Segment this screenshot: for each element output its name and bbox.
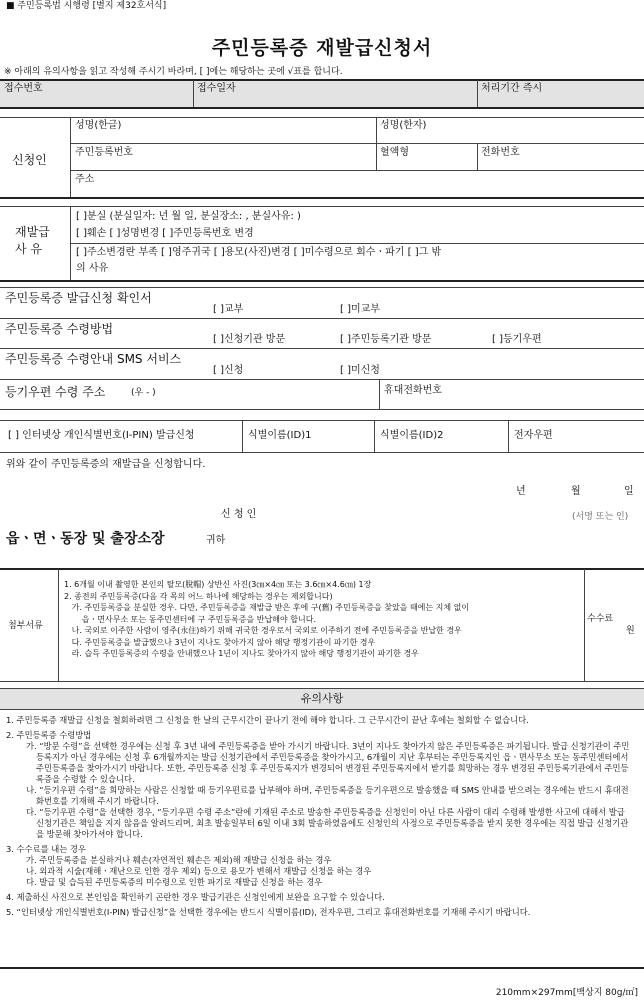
note-item: 다. 발급 및 습득된 주민등록증의 미수령으로 인한 파기로 재발급 신청을 하는 경우 — [26, 877, 323, 887]
resident-number-field[interactable]: 주민등록번호 — [75, 147, 133, 158]
mail-zipcode-field[interactable]: (우 - ) — [131, 388, 156, 398]
fee-unit: 원 — [626, 626, 635, 636]
ipin-apply-checkbox[interactable]: [ ] 인터넷상 개인식별번호(I-PIN) 발급신청 — [8, 430, 195, 441]
sms-decline-checkbox[interactable]: [ ]미신청 — [340, 365, 380, 376]
date-month-label: 월 — [571, 486, 581, 497]
notes-list — [6, 715, 634, 918]
reason-label-line2: 사 유 — [15, 242, 42, 256]
note-item: 2. 주민등록증 수령방법 — [6, 730, 92, 740]
attachment-item: 나. 국외로 이주한 사람이 영주(永住)하기 위해 귀국한 경우로서 국외로 이주하기 전에 주민등록증을 반납한 경우 — [64, 626, 462, 635]
mobile-number-field[interactable]: 휴대전화번호 — [384, 385, 442, 396]
attachment-item: 1. 6개월 이내 촬영한 본인의 탈모(脫帽) 상반신 사진(3㎝×4㎝ 또는 3.6㎝×4.6㎝) 1장 — [64, 580, 372, 589]
reason-label-line1: 재발급 — [15, 225, 50, 239]
email-field[interactable]: 전자우편 — [514, 430, 553, 441]
mail-address-label: 등기우편 수령 주소 — [5, 385, 106, 399]
confirmation-issue-checkbox[interactable]: [ ]교부 — [213, 304, 244, 315]
note-item: 다. “등기우편 수령”을 선택한 경우, “등기우편 수령 주소”란에 기재된 주소로 발송한 주민등록증을 신청인이 아닌 다른 사람이 대리 수령해 발생한 사고에 대해서 발급 신청기관은 책임을 지지 않음을 알려드리며, 최초 발송일부터 6일 이내 3회 발송하였음에도 신청인의 사정으로 주민등록증을 받지 못한 경우에는 직접 발급 신청기관을 방문해 찾아가셔야 합니다. — [26, 807, 629, 839]
fee-label: 수수료 — [587, 614, 614, 624]
sms-service-label: 주민등록증 수령안내 SMS 서비스 — [5, 352, 182, 366]
attachment-item: 가. 주민등록증을 분실한 경우. 다만, 주민등록증을 재발급 받은 후에 구(舊) 주민등록증을 찾았을 때에는 지체 없이 — [64, 603, 470, 612]
law-reference: ■ 주민등록법 시행령 [별지 제32호서식] — [6, 1, 167, 11]
recipient-title: 읍ㆍ면ㆍ동장 및 출장소장 — [6, 531, 165, 547]
phone-number-field[interactable]: 전화번호 — [481, 147, 520, 158]
method-registration-office-checkbox[interactable]: [ ]주민등록기관 방문 — [340, 334, 432, 345]
paper-spec: 210mm×297mm[백상지 80g/㎡] — [495, 988, 638, 998]
attachments-list — [64, 579, 582, 660]
recipient-honorific: 귀하 — [206, 535, 226, 546]
reason-damaged-checkbox[interactable]: [ ]훼손 [ ]성명변경 [ ]주민등록번호 변경 — [76, 228, 254, 239]
receipt-number-label: 접수번호 — [4, 83, 43, 94]
ipin-id2-field[interactable]: 식별이름(ID)2 — [380, 430, 444, 441]
note-item: 4. 제출하신 사진으로 본인임을 확인하기 곤란한 경우 발급기관은 신청인에게 보완을 요구할 수 있습니다. — [6, 892, 385, 902]
note-item: 나. 외과적 시술(재해ㆍ재난으로 인한 경우 제외) 등으로 용모가 변해서 재발급 신청을 하는 경우 — [26, 866, 372, 876]
processing-period-label: 처리기간 즉시 — [481, 83, 543, 94]
receipt-method-label: 주민등록증 수령방법 — [5, 322, 114, 336]
attachment-item: 라. 습득 주민등록증의 수령을 안내했으나 1년이 지나도 찾아가지 않아 해당 행정기관이 파기한 경우 — [64, 649, 419, 658]
attachment-item: 2. 종전의 주민등록증(다음 각 목의 어느 하나에 해당하는 경우는 제외합니다) — [64, 591, 333, 601]
ipin-id1-field[interactable]: 식별이름(ID)1 — [248, 430, 312, 441]
confirmation-label: 주민등록증 발급신청 확인서 — [5, 291, 152, 305]
signature-hint: (서명 또는 인) — [572, 512, 629, 522]
method-registered-mail-checkbox[interactable]: [ ]등기우편 — [492, 334, 542, 345]
note-item: 5. “인터넷상 개인식별번호(I-PIN) 발급신청”을 선택한 경우에는 반드시 식별이름(ID), 전자우편, 그리고 휴대전화번호를 기재해 주시기 바랍니다. — [6, 907, 531, 917]
blood-type-field[interactable]: 혈액형 — [380, 147, 409, 158]
reason-lost-checkbox[interactable]: [ ]분실 (분실일자: 년 월 일, 분실장소: , 분실사유: ) — [76, 211, 301, 222]
sms-apply-checkbox[interactable]: [ ]신청 — [213, 365, 244, 376]
declaration-text: 위와 같이 주민등록증의 재발급을 신청합니다. — [6, 459, 206, 470]
receipt-date-label: 접수일자 — [197, 83, 236, 94]
note-item: 나. “등기우편 수령”을 희망하는 사람은 신청할 때 등기우편료를 납부해야 하며, 주민등록증을 등기우편으로 발송했을 때 SMS 안내를 받으려는 경우에는 반드시 휴대전화번호를 기재해 주시기 바랍니다. — [26, 785, 629, 806]
attachments-label: 첨부서류 — [8, 621, 43, 631]
method-applicant-office-checkbox[interactable]: [ ]신청기관 방문 — [213, 334, 286, 345]
reason-other-continued: 의 사유 — [76, 263, 109, 274]
date-day-label: 일 — [624, 486, 634, 497]
form-instruction: ※ 아래의 유의사항을 읽고 작성해 주시기 바라며, [ ]에는 해당하는 곳에 √표를 합니다. — [4, 67, 343, 77]
notes-title: 유의사항 — [300, 692, 344, 705]
confirmation-noissue-checkbox[interactable]: [ ]미교부 — [340, 304, 380, 315]
note-item: 가. “방문 수령”을 선택한 경우에는 신청 후 3년 내에 주민등록증을 받아 가시기 바랍니다. 3년이 지나도 찾아가지 않은 주민등록증은 파기됩니다. 발급 신청기관이 주민등록지가 아닌 경우에는 신청 후 6개월까지는 발급 신청기관에서 주민등록증을 찾아가시고, 6개월이 지난 후부터는 주민등록지인 읍ㆍ면사무소 또는 동주민센터에서 주민등록증을 찾아가시기 바랍니다. 또한, 주민등록증 신청 후 주민등록지가 변경되어 변경된 주민등록지에서 받기를 희망하는 경우 변경된 주민등록기관에서 주민등록증을 수령할 수 있습니다. — [26, 741, 630, 784]
attachment-item: 다. 주민등록증을 발급했으나 3년이 지나도 찾아가지 않아 해당 행정기관이 파기한 경우 — [64, 637, 376, 647]
note-item: 3. 수수료를 내는 경우 — [6, 844, 86, 854]
name-hanja-field[interactable]: 성명(한자) — [380, 120, 427, 131]
form-title: 주민등록증 재발급신청서 — [211, 37, 433, 59]
name-korean-field[interactable]: 성명(한글) — [75, 120, 122, 131]
address-field[interactable]: 주소 — [75, 174, 95, 185]
note-item: 1. 주민등록증 재발급 신청을 철회하려면 그 신청을 한 날의 근무시간이 끝나기 전에 해야 합니다. 그 근무시간이 끝난 후에는 철회할 수 없습니다. — [6, 715, 529, 725]
reason-other-checkbox[interactable]: [ ]주소변경란 부족 [ ]영주귀국 [ ]용모(사진)변경 [ ]미수령으로 회수ㆍ파기 [ ]그 밖 — [76, 247, 442, 258]
attachment-item: 읍ㆍ면사무소 또는 동주민센터에 구 주민등록증을 반납해야 합니다. — [64, 614, 316, 624]
office-use-row — [0, 80, 644, 107]
applicant-section-label: 신청인 — [12, 153, 47, 167]
date-year-label: 년 — [516, 486, 526, 497]
applicant-signature-label: 신 청 인 — [221, 509, 257, 520]
note-item: 가. 주민등록증을 분실하거나 훼손(자연적인 훼손은 제외)해 재발급 신청을 하는 경우 — [26, 855, 332, 865]
